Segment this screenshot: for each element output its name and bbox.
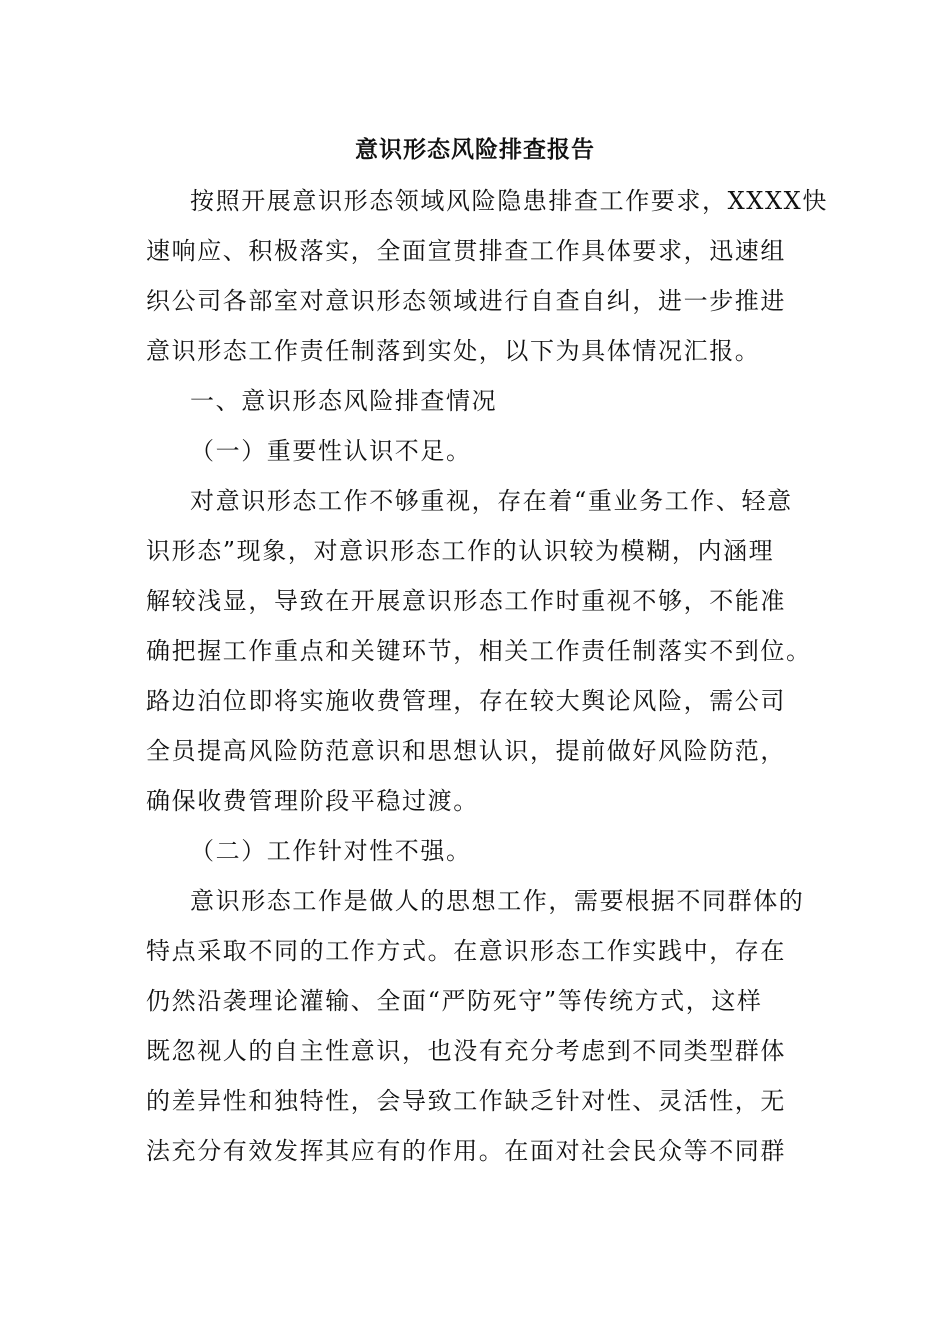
paragraph-line: 意识形态工作责任制落到实处，以下为具体情况汇报。 — [146, 337, 761, 365]
subsection-heading: （一）重要性认识不足。 — [190, 437, 472, 465]
section-heading: 一、意识形态风险排查情况 — [190, 387, 498, 415]
paragraph-line: 识形态”现象，对意识形态工作的认识较为模糊，内涵理 — [146, 537, 775, 565]
paragraph-line: 既忽视人的自主性意识，也没有充分考虑到不同类型群体 — [146, 1037, 786, 1065]
paragraph-line: 织公司各部室对意识形态领域进行自查自纠，进一步推进 — [146, 287, 786, 315]
paragraph-line: 全员提高风险防范意识和思想认识，提前做好风险防范， — [146, 737, 786, 765]
paragraph-line: 确保收费管理阶段平稳过渡。 — [146, 787, 479, 815]
paragraph-line: 的差异性和独特性，会导致工作缺乏针对性、灵活性，无 — [146, 1087, 786, 1115]
subsection-heading: （二）工作针对性不强。 — [190, 837, 472, 865]
paragraph-line: 特点采取不同的工作方式。在意识形态工作实践中，存在 — [146, 937, 786, 965]
paragraph-line: 解较浅显，导致在开展意识形态工作时重视不够，不能准 — [146, 587, 786, 615]
paragraph-line: 法充分有效发挥其应有的作用。在面对社会民众等不同群 — [146, 1137, 786, 1165]
paragraph-line: 确把握工作重点和关键环节，相关工作责任制落实不到位。 — [146, 637, 812, 665]
paragraph-line: 仍然沿袭理论灌输、全面“严防死守”等传统方式，这样 — [146, 987, 763, 1015]
document-title: 意识形态风险排查报告 — [355, 136, 595, 163]
paragraph-line: 对意识形态工作不够重视，存在着“重业务工作、轻意 — [190, 487, 793, 515]
paragraph-line: 意识形态工作是做人的思想工作，需要根据不同群体的 — [190, 887, 805, 915]
paragraph-line: 速响应、积极落实，全面宣贯排查工作具体要求，迅速组 — [146, 237, 786, 265]
paragraph-line: 路边泊位即将实施收费管理，存在较大舆论风险，需公司 — [146, 687, 786, 715]
paragraph-line: 按照开展意识形态领域风险隐患排查工作要求，XXXX快 — [190, 187, 828, 215]
